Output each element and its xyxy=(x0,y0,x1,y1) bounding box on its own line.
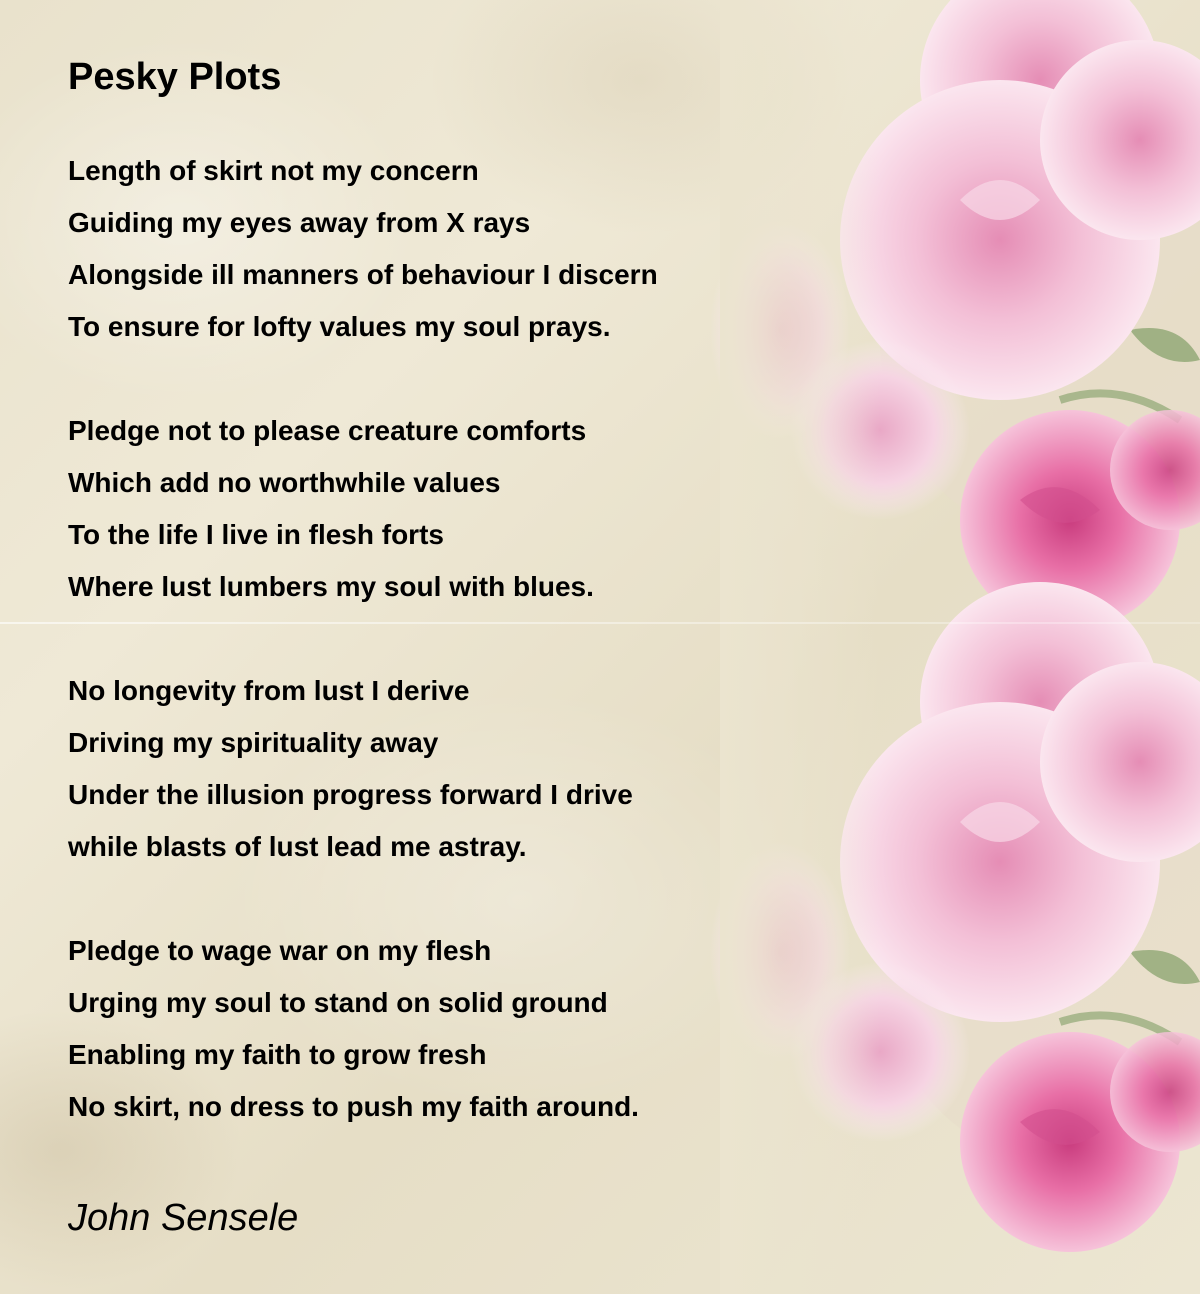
poem-line: No longevity from lust I derive xyxy=(68,675,470,706)
stanza-3 xyxy=(68,665,788,873)
poem-line: Which add no worthwhile values xyxy=(68,467,501,498)
poem-line: Alongside ill manners of behaviour I discern xyxy=(68,259,658,290)
poem-line: Enabling my faith to grow fresh xyxy=(68,1039,487,1070)
poem-line: while blasts of lust lead me astray. xyxy=(68,831,527,862)
poem-line: Where lust lumbers my soul with blues. xyxy=(68,571,594,602)
poem-body xyxy=(68,52,788,1185)
poem-line: To ensure for lofty values my soul prays. xyxy=(68,311,611,342)
poem-line: Urging my soul to stand on solid ground xyxy=(68,987,608,1018)
poem-line: Driving my spirituality away xyxy=(68,727,439,758)
poem-title: Pesky Plots xyxy=(68,56,282,98)
stanza-1 xyxy=(68,145,788,353)
poem-line: Under the illusion progress forward I drive xyxy=(68,779,633,810)
poem-line: Pledge to wage war on my flesh xyxy=(68,935,492,966)
poem-author: John Sensele xyxy=(68,1197,299,1239)
stanza-4 xyxy=(68,925,788,1133)
poem-line: Pledge not to please creature comforts xyxy=(68,415,587,446)
poem-line: Length of skirt not my concern xyxy=(68,155,479,186)
stanza-2 xyxy=(68,405,788,613)
poem-line: To the life I live in flesh forts xyxy=(68,519,444,550)
poem-line: No skirt, no dress to push my faith around. xyxy=(68,1091,639,1122)
poem-line: Guiding my eyes away from X rays xyxy=(68,207,531,238)
